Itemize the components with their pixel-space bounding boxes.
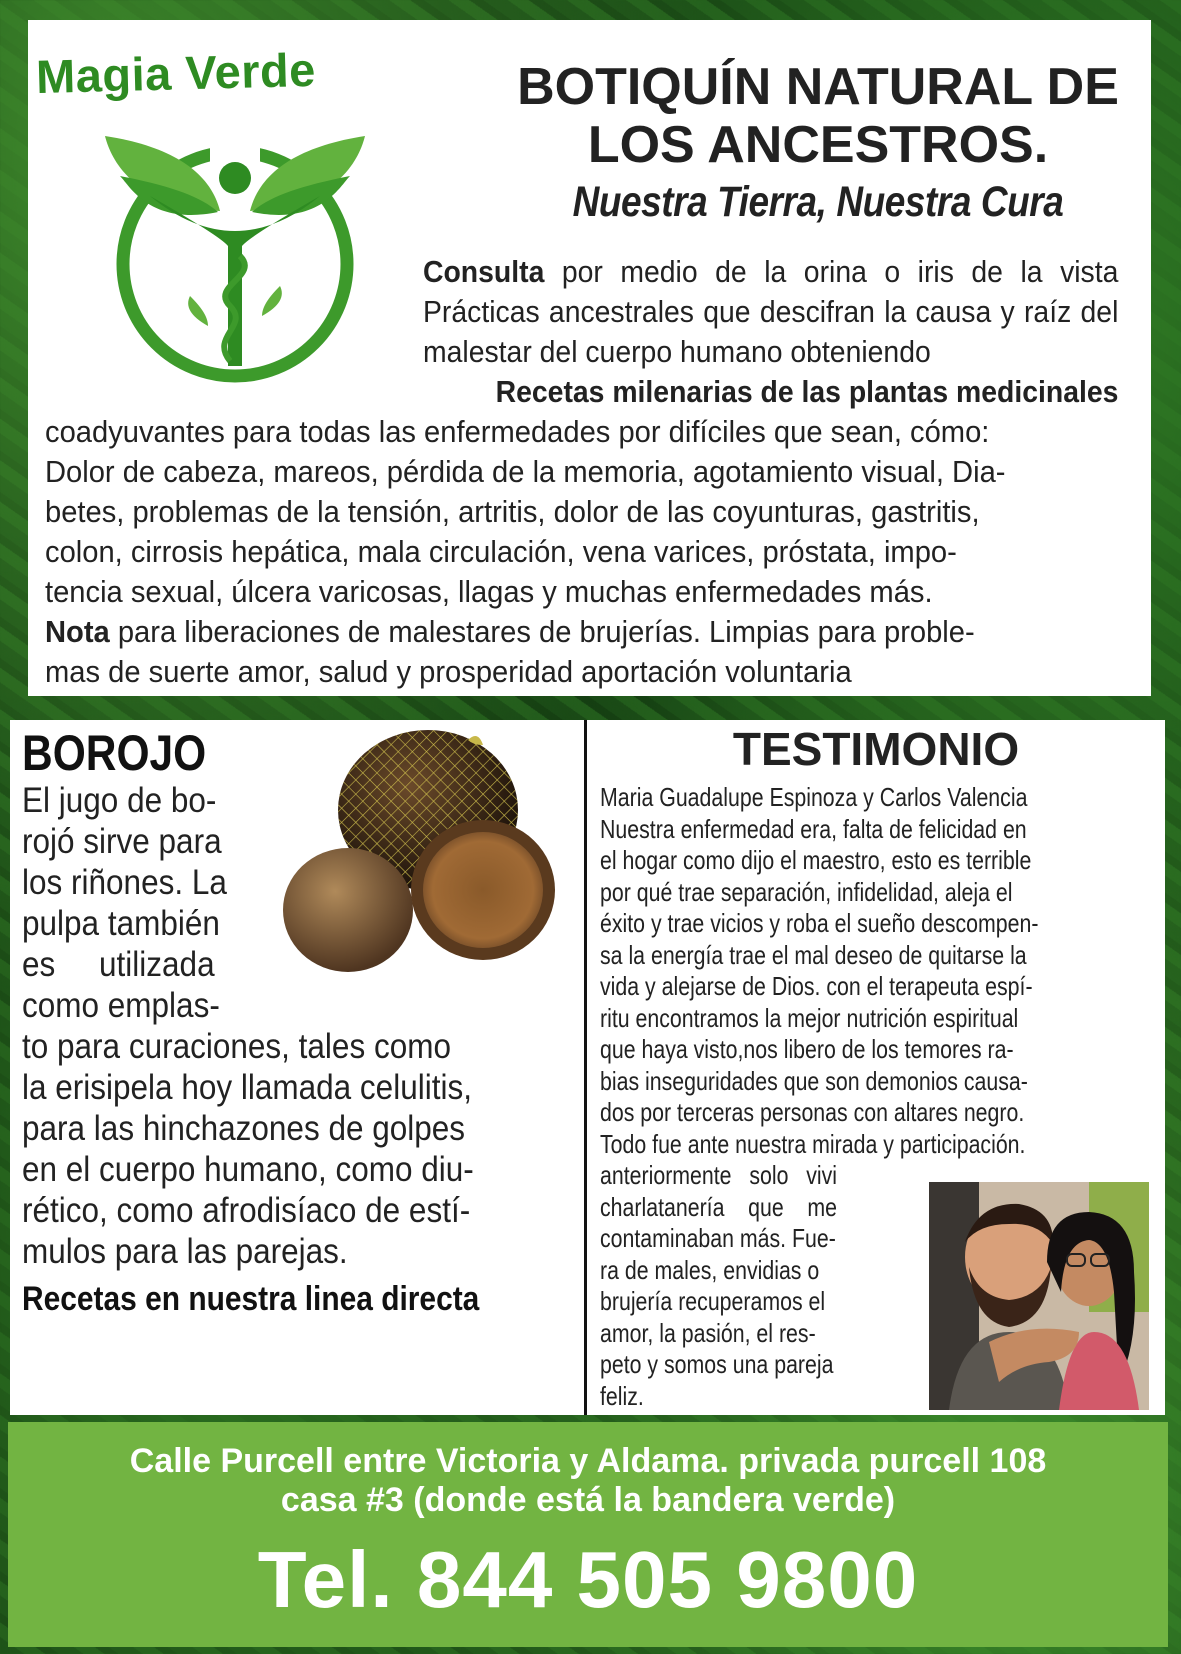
testimonio-line: contaminaban más. Fue- (600, 1223, 836, 1253)
nota-line-2: mas de suerte amor, salud y prosperidad aportación voluntaria (45, 654, 852, 689)
ailments-line: Dolor de cabeza, mareos, pérdida de la memoria, agotamiento visual, Dia- (45, 454, 1006, 489)
contact-footer (8, 1422, 1168, 1647)
address (8, 1442, 1168, 1520)
borojo-line: para las hinchazones de golpes (22, 1109, 466, 1148)
testimonio-line: sa la energía trae el mal deseo de quitarse la (600, 939, 1027, 970)
testimonio-line: ritu encontramos la mejor nutrición espiritual (600, 1002, 1019, 1033)
testimonio-line: brujería recuperamos el (600, 1286, 826, 1316)
testimonio-line: por qué trae separación, infidelidad, aleja el (600, 876, 1013, 907)
consulta-label: Consulta (423, 254, 545, 289)
headline-line-1: BOTIQUÍN NATURAL DE (517, 58, 1119, 116)
ailments-line: tencia sexual, úlcera varicosas, llagas y muchas enfermedades más. (45, 574, 933, 609)
testimonio-title: TESTIMONIO (732, 723, 1020, 775)
borojo-title: BOROJO (22, 725, 207, 781)
testimonio-line: que haya visto,nos libero de los temores ra- (600, 1034, 1014, 1064)
consulta-text: por medio de la orina o iris de la vista Prácticas ancestrales que descifran la causa y raíz del malestar del cuerpo humano obteniendo (423, 254, 1119, 369)
borojo-line: como emplas- (22, 986, 220, 1025)
header-panel (28, 20, 1151, 696)
testimonio-line: Nuestra enfermedad era, falta de felicidad en (600, 813, 1027, 844)
borojo-line: rojó sirve para (22, 822, 222, 861)
ailments-line: betes, problemas de la tensión, artritis, dolor de las coyunturas, gastritis, (45, 494, 980, 529)
headline (448, 58, 1181, 174)
borojo-line: mulos para las parejas. (22, 1232, 348, 1271)
ailments-line: colon, cirrosis hepática, mala circulación, vena varices, próstata, impo- (45, 534, 957, 569)
borojo-line: la erisipela hoy llamada celulitis, (22, 1068, 472, 1107)
borojo-line: los riñones. La (22, 863, 227, 902)
testimonio-line: éxito y trae vicios y roba el sueño descompen- (600, 908, 1039, 938)
testimonio-line: feliz. (600, 1380, 644, 1411)
borojo-line: El jugo de bo- (22, 781, 217, 820)
ailments-list (45, 412, 1135, 692)
testimonio-line: vida y alejarse de Dios. con el terapeuta espí- (600, 971, 1033, 1001)
borojo-description (22, 780, 526, 1272)
testimonio-line: el hogar como dijo el maestro, esto es terrible (600, 845, 1032, 875)
testimonio-line: amor, la pasión, el res- (600, 1317, 816, 1348)
recetas-cta: Recetas en nuestra linea directa (22, 1280, 480, 1318)
testimonio-line: Maria Guadalupe Espinoza y Carlos Valencia (600, 782, 1028, 812)
borojo-panel (10, 720, 585, 1415)
borojo-line: to para curaciones, tales como (22, 1027, 451, 1066)
borojo-line: en el cuerpo humano, como diu- (22, 1150, 474, 1189)
address-line-1: Calle Purcell entre Victoria y Aldama. privada purcell 108 (129, 1442, 1047, 1480)
couple-photo (929, 1182, 1149, 1410)
phone-number[interactable]: Tel. 844 505 9800 (257, 1535, 919, 1624)
borojo-line: rético, como afrodisíaco de estí- (22, 1191, 471, 1230)
testimonio-line: peto y somos una pareja (600, 1349, 834, 1379)
nota-line (45, 612, 1135, 652)
address-line-2: casa #3 (donde está la bandera verde) (280, 1481, 896, 1519)
headline-line-2: LOS ANCESTROS. (587, 116, 1049, 174)
tagline: Nuestra Tierra, Nuestra Cura (572, 178, 1064, 226)
testimonio-line: dos por terceras personas con altares negro. (600, 1097, 1025, 1127)
intro-paragraph (423, 252, 1118, 412)
testimonio-line: bias inseguridades que son demonios causa- (600, 1065, 1028, 1096)
testimonio-line: charlatanería que me (600, 1191, 838, 1222)
borojo-line: es utilizada (22, 945, 215, 984)
ailments-line: coadyuvantes para todas las enfermedades por difíciles que sean, cómo: (45, 414, 990, 449)
recetas-label: Recetas milenarias de las plantas medicinales (495, 374, 1119, 409)
nota-text: para liberaciones de malestares de brujerías. Limpias para proble- (109, 614, 975, 649)
testimonio-line: anteriormente solo vivi (600, 1160, 837, 1190)
magia-verde-logo-icon (90, 116, 380, 386)
nota-label: Nota (45, 614, 110, 649)
borojo-line: pulpa también (22, 904, 220, 943)
testimonio-line: Todo fue ante nuestra mirada y participación. (600, 1128, 1026, 1159)
testimonio-panel (587, 720, 1165, 1415)
testimonio-line: ra de males, envidias o (600, 1254, 820, 1285)
brand-name: Magia Verde (35, 42, 317, 104)
